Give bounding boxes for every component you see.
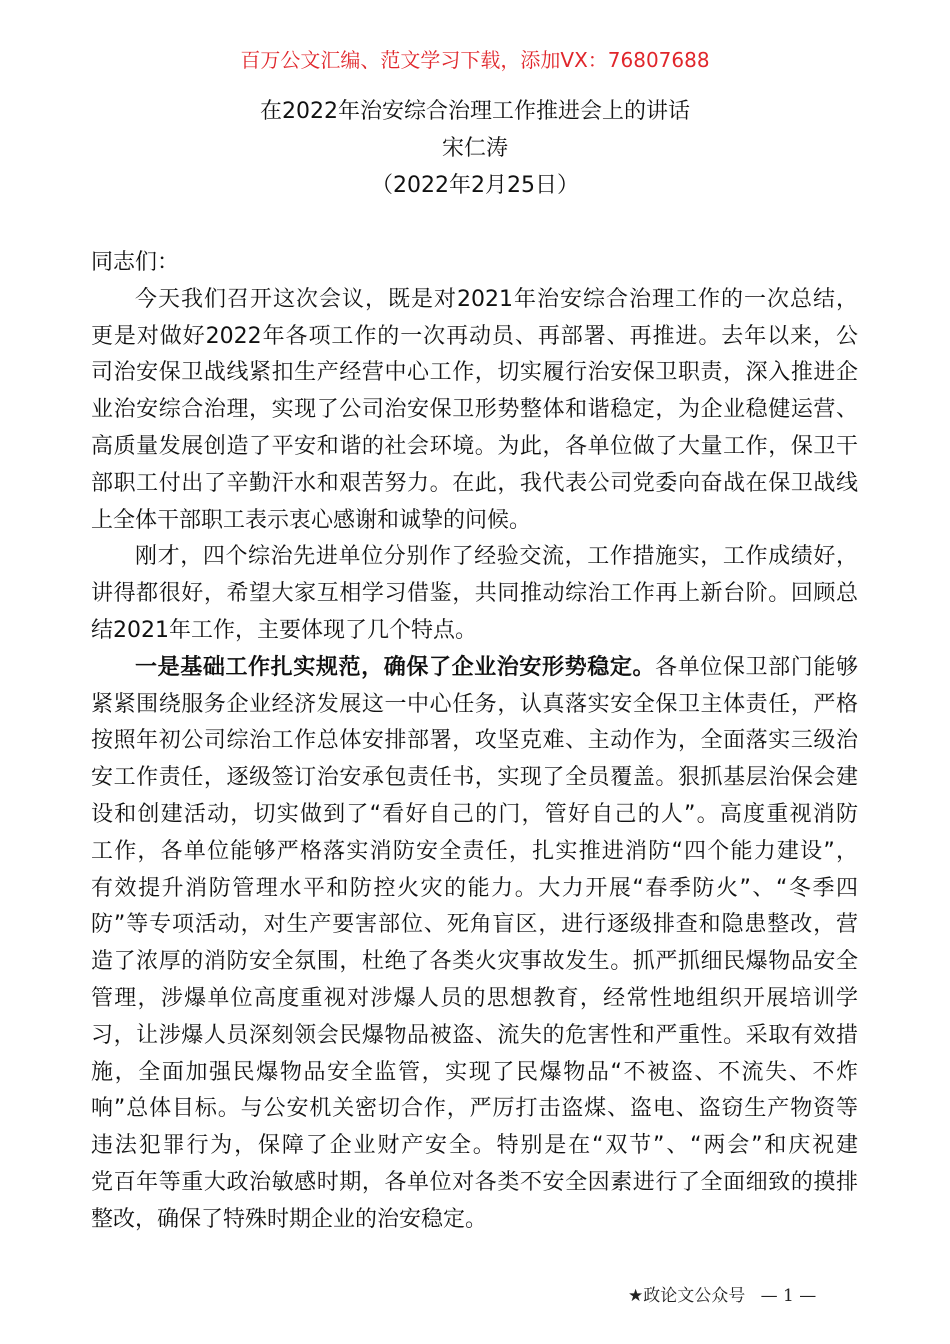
paragraph-line: 紧紧围绕服务企业经济发展这一中心任务，认真落实安全保卫主体责任，严格 [91,691,858,717]
paragraph-line: 安工作责任，逐级签订治安承包责任书，实现了全员覆盖。狠抓基层治保会建 [91,765,858,791]
watermark-banner: 百万公文汇编、范文学习下载，添加VX：76807688 [240,48,710,72]
paragraphs [91,282,858,1239]
greeting: 同志们： [91,250,180,275]
paragraph-line: 防”等专项活动，对生产要害部位、死角盲区，进行逐级排查和隐患整改，营 [91,912,858,938]
paragraph-line: 管理，涉爆单位高度重视对涉爆人员的思想教育，经常性地组织开展培训学 [91,985,858,1011]
paragraph-line: 整改，确保了特殊时期企业的治安稳定。 [91,1206,488,1232]
paragraph-line: 习，让涉爆人员深刻领会民爆物品被盗、流失的危害性和严重性。采取有效措 [91,1022,858,1048]
paragraph [91,650,858,1239]
paragraph-line: 今天我们召开这次会议，既是对2021年治安综合治理工作的一次总结， [135,286,858,312]
paragraph-line: 业治安综合治理，实现了公司治安保卫形势整体和谐稳定，为企业稳健运营、 [91,397,858,423]
paragraph-line: 按照年初公司综治工作总体安排部署，攻坚克难、主动作为，全面落实三级治 [91,728,858,754]
document-body [91,245,858,1239]
speech-date: （2022年2月25日） [371,173,579,198]
paragraph-line: 违法犯罪行为，保障了企业财产安全。特别是在“双节”、“两会”和庆祝建 [91,1133,858,1159]
paragraph-line: 高质量发展创造了平安和谐的社会环境。为此，各单位做了大量工作，保卫干 [91,433,858,459]
footer-source: ★政论文公众号 [628,1286,746,1306]
paragraph-line: 施，全面加强民爆物品安全监管，实现了民爆物品“不被盗、不流失、不炸 [91,1059,858,1085]
paragraph-text: 各单位保卫部门能够 [655,654,858,680]
paragraph-line: 部职工付出了辛勤汗水和艰苦努力。在此，我代表公司党委向奋战在保卫战线 [91,470,858,496]
paragraph [91,539,858,649]
paragraph-line: 讲得都很好，希望大家互相学习借鉴，共同推动综治工作再上新台阶。回顾总 [91,581,858,607]
paragraph-line: 党百年等重大政治敏感时期，各单位对各类不安全因素进行了全面细致的摸排 [91,1169,858,1195]
paragraph-line: 造了浓厚的消防安全氛围，杜绝了各类火灾事故发生。抓严抓细民爆物品安全 [91,949,858,975]
paragraph-line: 设和创建活动，切实做到了“看好自己的门，管好自己的人”。高度重视消防 [91,801,858,827]
author-name: 宋仁涛 [441,136,508,161]
paragraph-line: 刚才，四个综治先进单位分别作了经验交流，工作措施实，工作成绩好， [135,544,858,570]
paragraph-line: 工作，各单位能够严格落实消防安全责任，扎实推进消防“四个能力建设”， [91,838,858,864]
page-footer [628,1284,816,1308]
paragraph-line: 有效提升消防管理水平和防控火灾的能力。大力开展“春季防火”、“冬季四 [91,875,858,901]
document-title: 在2022年治安综合治理工作推进会上的讲话 [260,99,690,124]
paragraph [91,282,858,540]
paragraph-line: 更是对做好2022年各项工作的一次再动员、再部署、再推进。去年以来，公 [91,323,858,349]
paragraph-line: 司治安保卫战线紧扣生产经营中心工作，切实履行治安保卫职责，深入推进企 [91,360,858,386]
paragraph-line: 上全体干部职工表示衷心感谢和诚挚的问候。 [91,507,532,533]
paragraph-line [91,650,858,687]
paragraph-line: 结2021年工作，主要体现了几个特点。 [91,617,477,643]
paragraph-line: 响”总体目标。与公安机关密切合作，严厉打击盗煤、盗电、盗窃生产物资等 [91,1096,858,1122]
page-number: — 1 — [760,1286,817,1306]
bold-heading: 一是基础工作扎实规范，确保了企业治安形势稳定。 [135,654,656,680]
